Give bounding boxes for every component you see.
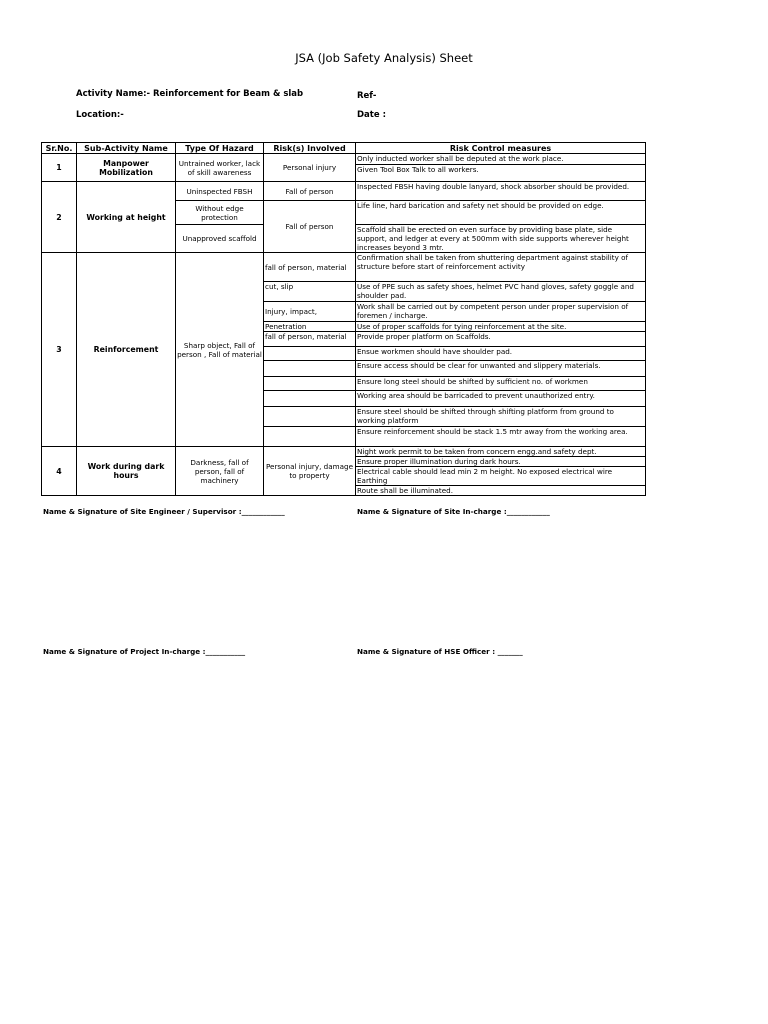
srno-cell: 4 [42,447,77,496]
control-cell: Electrical cable should lead min 2 m height. No exposed electrical wire Earthing [356,467,646,486]
risk-cell-empty [264,391,356,407]
control-cell: Provide proper platform on Scaffolds. [356,332,646,347]
col-hazard: Type Of Hazard [176,143,264,154]
risk-cell: cut, slip [264,282,356,302]
risk-cell-empty [264,361,356,377]
control-cell: Work shall be carried out by competent person under proper supervision of foremen / incharge. [356,302,646,322]
hse-officer-signature: Name & Signature of HSE Officer : _______ [357,647,523,656]
risk-cell: Injury, impact, [264,302,356,322]
risk-cell: fall of person, material [264,253,356,282]
table-row [42,253,646,282]
hazard-cell: Sharp object, Fall of person , Fall of material [176,253,264,447]
control-cell: Life line, hard barication and safety net should be provided on edge. [356,201,646,225]
control-cell: Only inducted worker shall be deputed at the work place. [356,154,646,165]
hazard-cell: Uninspected FBSH [176,182,264,201]
control-cell: Confirmation shall be taken from shuttering department against stability of structure before start of reinforcement activity [356,253,646,282]
col-srno: Sr.No. [42,143,77,154]
activity-name: Activity Name:- Reinforcement for Beam & slab [76,89,304,99]
jsa-table [41,142,646,496]
date-label: Date : [357,110,386,120]
control-cell: Given Tool Box Talk to all workers. [356,165,646,182]
risk-cell: Personal injury, damage to property [264,447,356,496]
site-incharge-signature: Name & Signature of Site In-charge :____________ [357,507,550,516]
control-cell: Ensure access should be clear for unwanted and slippery materials. [356,361,646,377]
control-cell: Scaffold shall be erected on even surface by providing base plate, side support, and ledger at every at 500mm with side supports wherever height increases beyond 3 mtr. [356,225,646,253]
table-row [42,182,646,201]
sub-activity-cell: Manpower Mobilization [77,154,176,182]
risk-cell-empty [264,377,356,391]
control-cell: Working area should be barricaded to prevent unauthorized entry. [356,391,646,407]
col-sub-activity: Sub-Activity Name [77,143,176,154]
page-title: JSA (Job Safety Analysis) Sheet [295,51,473,65]
risk-cell: fall of person, material [264,332,356,347]
srno-cell: 1 [42,154,77,182]
risk-cell: Penetration [264,322,356,332]
project-incharge-signature: Name & Signature of Project In-charge :___________ [43,647,246,656]
table-row [42,154,646,165]
srno-cell: 2 [42,182,77,253]
sub-activity-cell: Work during dark hours [77,447,176,496]
location-label: Location:- [76,110,124,120]
col-control: Risk Control measures [356,143,646,154]
ref-label: Ref- [357,91,377,101]
hazard-cell: Untrained worker, lack of skill awareness [176,154,264,182]
risk-cell-empty [264,347,356,361]
risk-cell: Fall of person [264,182,356,201]
control-cell: Ensure reinforcement should be stack 1.5 mtr away from the working area. [356,427,646,447]
risk-cell-empty [264,407,356,427]
hazard-cell: Without edge protection [176,201,264,225]
risk-cell: Personal injury [264,154,356,182]
sub-activity-cell: Working at height [77,182,176,253]
risk-cell-empty [264,427,356,447]
control-cell: Route shall be illuminated. [356,486,646,496]
table-row [42,447,646,457]
site-engineer-signature: Name & Signature of Site Engineer / Supervisor :____________ [43,507,285,516]
control-cell: Night work permit to be taken from concern engg.and safety dept. [356,447,646,457]
table-header-row [42,143,646,154]
srno-cell: 3 [42,253,77,447]
hazard-cell: Darkness, fall of person, fall of machinery [176,447,264,496]
control-cell: Ensure long steel should be shifted by sufficient no. of workmen [356,377,646,391]
control-cell: Ensure proper illumination during dark hours. [356,457,646,467]
control-cell: Inspected FBSH having double lanyard, shock absorber should be provided. [356,182,646,201]
control-cell: Use of PPE such as safety shoes, helmet PVC hand gloves, safety goggle and shoulder pad. [356,282,646,302]
col-risk: Risk(s) Involved [264,143,356,154]
risk-cell: Fall of person [264,201,356,253]
control-cell: Use of proper scaffolds for tying reinforcement at the site. [356,322,646,332]
hazard-cell: Unapproved scaffold [176,225,264,253]
control-cell: Ensure steel should be shifted through shifting platform from ground to working platform [356,407,646,427]
sub-activity-cell: Reinforcement [77,253,176,447]
control-cell: Ensue workmen should have shoulder pad. [356,347,646,361]
